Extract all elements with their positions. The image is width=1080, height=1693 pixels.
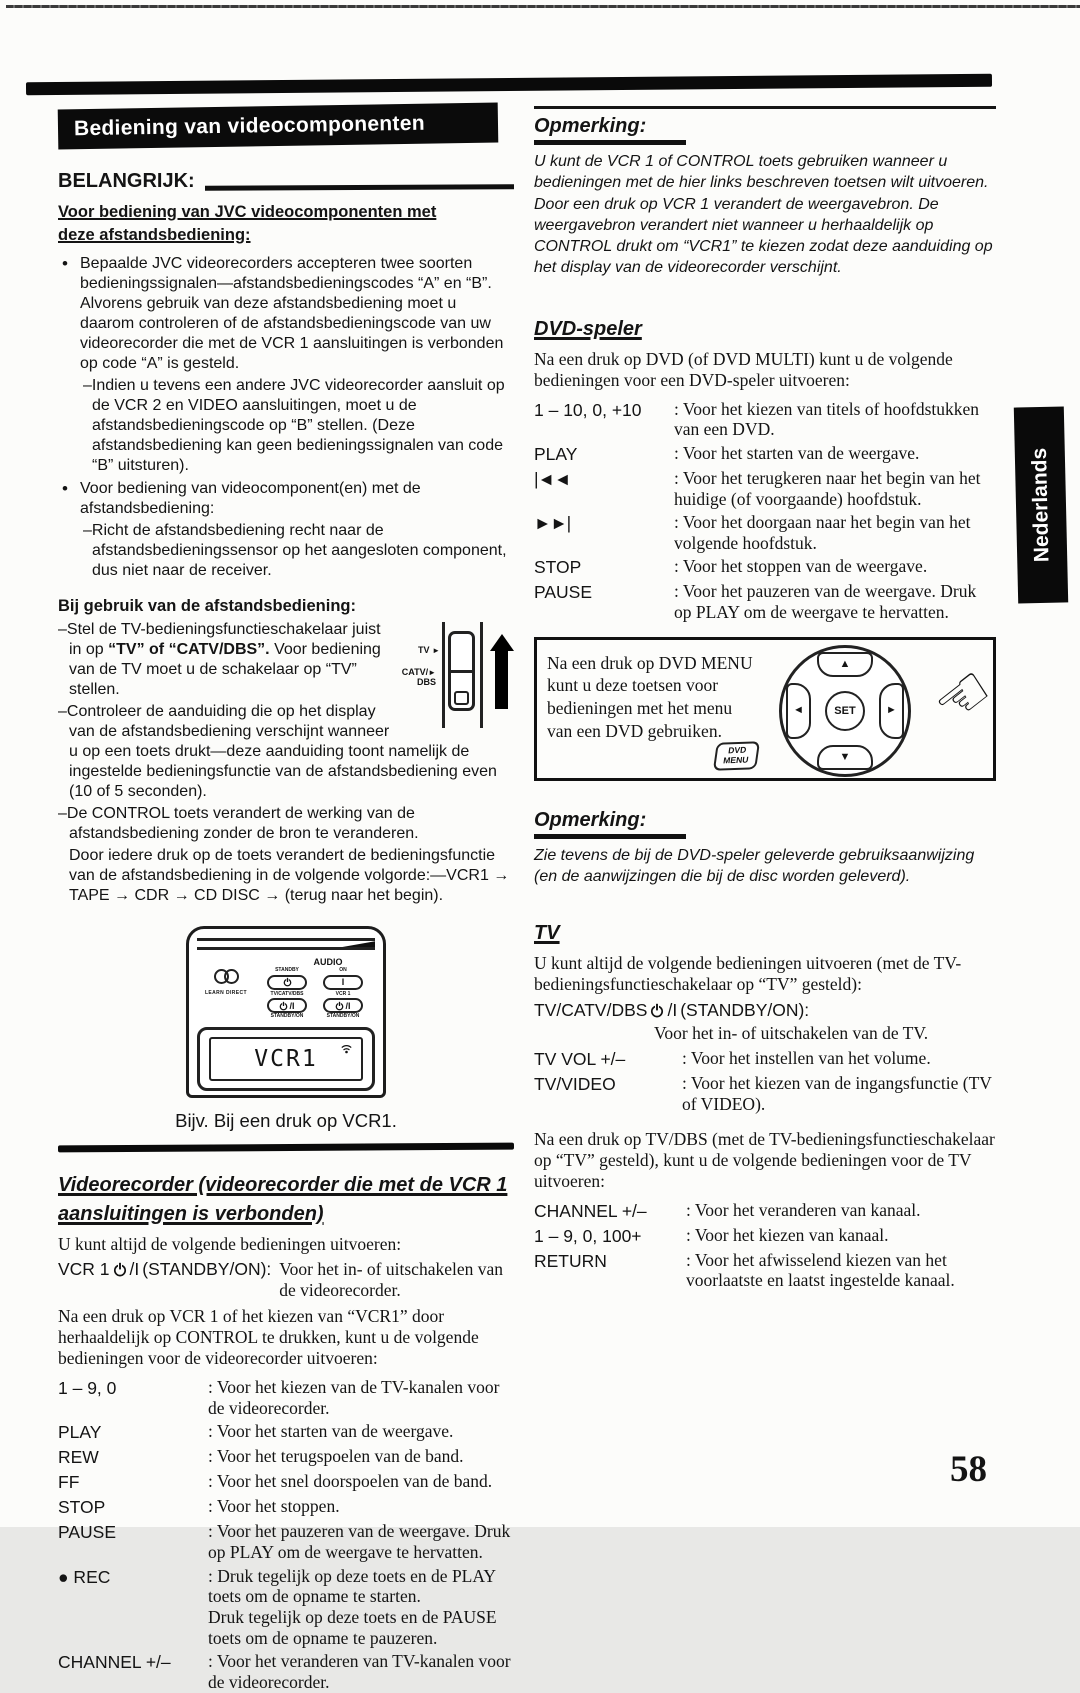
usage-note: –Controleer de aanduiding die op het display van de afstandsbediening verschijnt wanneer u op een toets drukt—deze aanduiding toont namelijk de ingestelde bedieningsfunctie van de afstandsbediening even (10 of 5 seconden). xyxy=(58,703,497,801)
page-header-bar xyxy=(26,74,992,95)
remote-display-panel xyxy=(197,1027,375,1091)
remote-display xyxy=(209,1037,363,1081)
cursor-down-button xyxy=(817,745,873,770)
learn-indicator xyxy=(197,957,255,1020)
vcr-intro: U kunt altijd de volgende bedieningen uitvoeren: xyxy=(58,1234,402,1255)
cursor-up-button xyxy=(817,652,873,677)
command-desc: : Voor het veranderen van TV-kanalen voor de videorecorder. xyxy=(208,1651,511,1692)
vcr1-standby-label: (STANDBY/ON): xyxy=(142,1259,272,1280)
standby-icon xyxy=(283,977,292,987)
switch-slider-divider xyxy=(451,670,472,673)
command-term: RETURN xyxy=(534,1250,607,1271)
vcr-commands-list xyxy=(58,1377,514,1692)
pointer-arrow-icon: ► xyxy=(428,668,436,678)
bullet-sub-item: –Richt de afstandsbediening recht naar de afstandsbedieningssensor op het aangesloten component, dus niet naar de receiver. xyxy=(83,522,507,580)
standby-label: STANDBY xyxy=(275,967,299,974)
remote-body xyxy=(186,926,386,1098)
tv-standby-term: TV/CATV/DBS xyxy=(534,1000,648,1021)
note1-heading: Opmerking: xyxy=(534,113,686,145)
standby-on-symbol: /I xyxy=(667,1000,678,1021)
vcr1-standby-line xyxy=(58,1259,514,1301)
command-desc: : Voor het kiezen van kanaal. xyxy=(686,1224,889,1245)
command-term: REW xyxy=(58,1447,99,1468)
command-desc: : Voor het pauzeren van de weergave. Druk op PLAY om de weergave te hervatten. xyxy=(674,581,977,623)
remote-band-wedge xyxy=(341,941,375,947)
command-desc: : Voor het kiezen van de TV-kanalen voor de videorecorder. xyxy=(208,1377,500,1418)
command-term-rec: ● REC xyxy=(58,1566,111,1587)
audio-standby-button xyxy=(267,975,307,990)
page-top-rule xyxy=(6,5,1080,8)
remote-control-figure xyxy=(186,926,386,1098)
command-term: PAUSE xyxy=(58,1522,117,1543)
section-divider xyxy=(58,1143,514,1153)
switch-label-catv-dbs: CATV/► DBS xyxy=(401,667,436,687)
switch-slot-line xyxy=(480,622,483,728)
on-icon: /I xyxy=(345,1000,351,1011)
command-term: PLAY xyxy=(534,443,578,464)
dvd-menu-button: DVD MENU xyxy=(713,741,760,770)
usage-heading: Bij gebruik van de afstandsbediening: xyxy=(58,597,356,616)
command-desc: : Voor het veranderen van kanaal. xyxy=(686,1199,921,1220)
command-desc: : Voor het instellen van het volume. xyxy=(682,1048,931,1069)
command-desc: : Voor het kiezen van titels of hoofdstukken van een DVD. xyxy=(674,398,980,440)
pointing-hand-icon: ☜ xyxy=(918,650,1008,743)
standby-on-label: STANDBY/ON xyxy=(326,1013,360,1020)
language-tab xyxy=(1014,406,1068,603)
command-desc: : Voor het starten van de weergave. xyxy=(674,442,920,463)
down-arrow-icon: ▼ xyxy=(839,750,851,763)
command-term: PLAY xyxy=(58,1422,102,1443)
usage-notes xyxy=(58,620,514,906)
left-column xyxy=(58,106,514,1693)
tv-intro: U kunt altijd de volgende bedieningen uitvoeren (met de TV-bedieningsfunctieschakelaar op “TV” gesteld): xyxy=(534,953,962,995)
command-term: 1 – 9, 0, 100+ xyxy=(534,1225,642,1246)
command-term: STOP xyxy=(534,557,582,578)
command-desc: : Voor het stoppen. xyxy=(208,1496,340,1517)
note2-text: Zie tevens de bij de DVD-speler geleverde gebruiksaanwijzing (en de aanwijzingen die bij de disc worden geleverd). xyxy=(534,846,975,885)
command-term: CHANNEL +/– xyxy=(58,1652,171,1673)
tv-standby-desc: Voor het in- of uitschakelen van de TV. xyxy=(654,1023,929,1044)
page-number: 58 xyxy=(950,1449,987,1490)
tv-after: Na een druk op TV/DBS (met de TV-bedieningsfunctieschakelaar op “TV” gesteld), kunt u de volgende bedieningen voor de TV uitvoeren: xyxy=(534,1128,995,1191)
section-title-text: Bediening van videocomponenten xyxy=(73,111,426,141)
dvd-section-heading: DVD-speler xyxy=(534,317,642,340)
usage-note: –Stel de TV-bedieningsfunctieschakelaar juist in op “TV” of “CATV/DBS”. Voor bediening van de TV moet u de schakelaar op “TV” stellen. xyxy=(58,621,381,699)
pointer-arrow-icon: ► xyxy=(432,646,440,656)
important-heading xyxy=(58,170,514,193)
command-desc: : Voor het kiezen van de ingangsfunctie (TV of VIDEO). xyxy=(682,1073,992,1114)
previous-chapter-icon: |◄◄ xyxy=(534,468,571,489)
vcr-after: Na een druk op VCR 1 of het kiezen van “VCR1” door herhaaldelijk op CONTROL te drukken, kunt u de volgende bedieningen voor de videorecorder uitvoeren: xyxy=(58,1306,479,1369)
command-desc: : Voor het starten van de weergave. xyxy=(208,1421,454,1442)
bullet-item: • Bepaalde JVC videorecorders accepteren twee soorten bedieningssignalen—afstandsbedieningscodes “A” en “B”. Alvorens gebruik van deze afstandsbediening moet u daarom controleren of de afstandsbedieningscode van uw videorecorder die met de VCR 1 aansluitingen is verbonden op code “A” is gesteld. xyxy=(58,254,514,374)
command-desc: : Voor het pauzeren van de weergave. Druk op PLAY om de weergave te hervatten. xyxy=(208,1521,511,1563)
command-desc: : Voor het stoppen van de weergave. xyxy=(674,556,928,577)
command-term: PAUSE xyxy=(534,582,593,603)
command-term: STOP xyxy=(58,1497,106,1518)
set-button: SET xyxy=(825,691,865,731)
switch-label-tv: TV ► xyxy=(418,645,440,656)
tv-commands-list xyxy=(534,1048,996,1114)
standby-on-label: STANDBY/ON xyxy=(270,1013,304,1020)
heading-rule xyxy=(205,184,514,191)
cursor-right-button xyxy=(879,683,904,739)
vcr-section xyxy=(58,1171,514,1692)
command-term: 1 – 10, 0, +10 xyxy=(534,399,642,420)
remote-top-band xyxy=(197,938,375,950)
tv-mode-switch-figure xyxy=(402,622,514,730)
next-chapter-icon: ►►| xyxy=(534,513,571,534)
switch-setting-bold: “TV” of “CATV/DBS”. xyxy=(108,641,270,659)
dvd-menu-box xyxy=(534,637,1008,781)
remote-buttons xyxy=(255,957,375,1020)
tv-standby-on-button xyxy=(267,998,307,1013)
vcr1-standby-desc: Voor het in- of uitschakelen van de videorecorder. xyxy=(279,1259,503,1301)
right-column xyxy=(534,106,1008,1291)
audio-label: AUDIO xyxy=(313,957,343,968)
remote-controls xyxy=(197,957,375,1020)
note1-text: U kunt de VCR 1 of CONTROL toets gebruiken wanneer u bedieningen met de hier links beschreven toetsen wilt uitvoeren. Door een druk op VCR 1 verandert de weergavebron. De weergavebron verandert niet wanneer u herhaaldelijk op CONTROL drukt om “VCR1” te kiezen zodat deze aanduiding op het display van de videorecorder verschijnt. xyxy=(534,153,993,277)
command-desc: : Voor het terugspoelen van de band. xyxy=(208,1446,464,1467)
section-title xyxy=(58,103,499,150)
command-term: TV VOL +/– xyxy=(534,1049,626,1070)
vcr1-standby-on-button xyxy=(323,998,363,1013)
figure-caption: Bijv. Bij een druk op VCR1. xyxy=(175,1110,397,1132)
cursor-left-button xyxy=(786,683,811,739)
important-heading-text: BELANGRIJK: xyxy=(58,170,195,192)
vcr-section-heading: Videorecorder (videorecorder die met de VCR 1 aansluitingen is verbonden) xyxy=(58,1174,508,1226)
dvd-intro: Na een druk op DVD (of DVD MULTI) kunt u de volgende bedieningen voor een DVD-speler uitvoeren: xyxy=(534,348,953,390)
on-icon: I xyxy=(341,977,345,988)
tv-standby-line xyxy=(534,1000,996,1021)
tv-catv-dbs-label: TV/CATV/DBS xyxy=(270,990,304,997)
switch-slider-knob xyxy=(454,691,469,705)
on-icon: /I xyxy=(289,1000,295,1011)
language-tab-label: Nederlands xyxy=(1027,447,1054,563)
usage-note: –De CONTROL toets verandert de werking van de afstandsbediening zonder de bron te veranderen. xyxy=(58,805,419,843)
vcr1-label: VCR 1 xyxy=(335,990,351,997)
command-desc: : Voor het doorgaan naar het begin van het volgende hoofdstuk. xyxy=(674,512,971,553)
command-desc: : Druk tegelijk op deze toets en de PLAY toets om de opname te starten. Druk tegelijk op deze toets en de PAUSE toets om de opname te pauzeren. xyxy=(208,1565,497,1648)
tv-section-heading: TV xyxy=(534,922,560,945)
learn-label: LEARN DIRECT xyxy=(204,990,248,997)
tv-channel-commands-list xyxy=(534,1200,996,1291)
standby-on-symbol: /I xyxy=(129,1259,140,1280)
usage-section xyxy=(58,597,514,906)
cursor-pad-ring xyxy=(779,645,911,777)
left-arrow-icon: ◄ xyxy=(793,704,804,717)
subheading: Voor bediening van JVC videocomponenten met deze afstandsbediening: xyxy=(58,203,437,245)
command-desc: : Voor het terugkeren naar het begin van het huidige (of voorgaande) hoofdstuk. xyxy=(674,467,981,509)
switch-slot-line xyxy=(442,622,445,728)
command-desc: : Voor het snel doorspoelen van de band. xyxy=(208,1471,493,1492)
on-label: ON xyxy=(339,967,347,974)
display-text: VCR1 xyxy=(254,1046,318,1073)
command-term: FF xyxy=(58,1472,80,1493)
cursor-pad-figure xyxy=(779,645,911,777)
standby-icon xyxy=(650,1003,664,1018)
bullet-sub-item: –Indien u tevens een andere JVC videorecorder aansluit op de VCR 2 en VIDEO aansluitingen, moet u de afstandsbedieningscode op “B” stellen. (Deze afstandsbediening kan geen bedieningssignalen van code “B” uitsturen). xyxy=(83,377,505,475)
command-desc: : Voor het afwisselend kiezen van het voorlaatste en laatst ingestelde kanaal. xyxy=(686,1249,955,1291)
command-term: TV/VIDEO xyxy=(534,1074,616,1095)
command-term: CHANNEL +/– xyxy=(534,1200,647,1221)
tv-standby-label: (STANDBY/ON): xyxy=(680,1000,810,1021)
up-arrow-icon: ▲ xyxy=(839,657,851,670)
signal-icon xyxy=(340,1042,353,1055)
audio-on-button xyxy=(323,975,363,990)
bullet-item: • Voor bediening van videocomponent(en) met de afstandsbediening: xyxy=(58,479,514,519)
switch-slider xyxy=(448,631,475,711)
dvd-commands-list xyxy=(534,399,996,623)
important-bullets xyxy=(58,254,514,581)
right-arrow-icon: ► xyxy=(886,704,897,717)
dvd-menu-text: Na een druk op DVD MENU kunt u deze toetsen voor bedieningen met het menu van een DVD gebruiken. xyxy=(547,652,753,741)
learn-indicator-icon xyxy=(224,969,239,984)
standby-icon xyxy=(279,1001,288,1011)
standby-icon xyxy=(335,1001,344,1011)
note2-block xyxy=(534,803,996,888)
command-term: 1 – 9, 0 xyxy=(58,1378,117,1399)
usage-note-continued: Door iedere druk op de toets verandert de bedieningsfunctie van de afstandsbediening in de volgende volgorde:—VCR1 → TAPE → CDR → CD DISC → (terug naar het begin). xyxy=(69,847,510,905)
note2-heading: Opmerking: xyxy=(534,807,686,839)
vcr1-term: VCR 1 xyxy=(58,1259,110,1280)
standby-icon xyxy=(113,1262,127,1277)
up-arrow-icon xyxy=(490,634,514,709)
